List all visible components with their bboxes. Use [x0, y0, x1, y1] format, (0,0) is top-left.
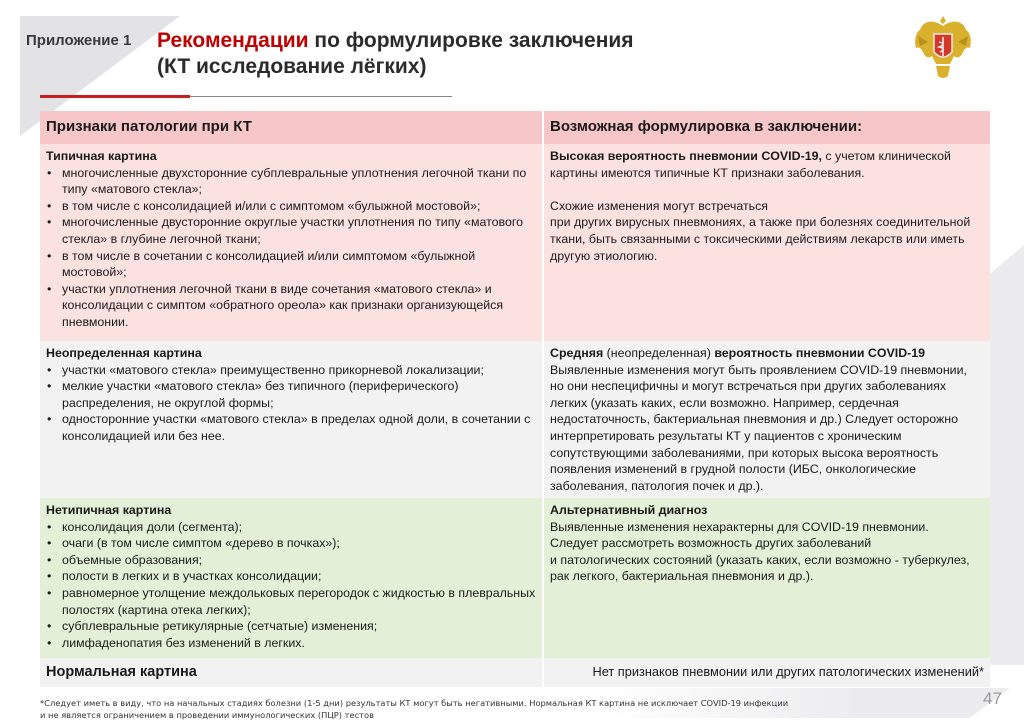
title-underline-accent [40, 95, 190, 98]
table-row-typical [40, 144, 990, 341]
conclusion-note [550, 198, 984, 264]
conclusion-cell [542, 341, 990, 498]
appendix-label: Приложение 1 [26, 32, 132, 49]
title-underline [190, 96, 452, 97]
conclusion-text [550, 148, 984, 181]
sign-item: • мелкие участки «матового стекла» без типичного (периферического) распределения, не округлой формы; [46, 378, 536, 411]
conclusion-title-part: Средняя [550, 346, 604, 360]
title-accent: Рекомендации [157, 29, 309, 52]
sign-item: • объемные образования; [46, 552, 536, 569]
footnote-line: *Следует иметь в виду, что на начальных стадиях болезни (1-5 дни) результаты КТ могут быть негативными. Нормальная КТ картина не исключает COVID-19 инфекции [40, 698, 789, 708]
sign-item: • полости в легких и в участках консолидации; [46, 568, 536, 585]
decorative-side-shape [984, 245, 1024, 665]
signs-list [46, 519, 536, 652]
table-header-row [40, 111, 990, 144]
page-number: 47 [983, 689, 1002, 708]
footnote [40, 697, 788, 721]
sign-item: • участки «матового стекла» преимущественно прикорневой локализации; [46, 362, 536, 379]
category-label: Типичная картина [46, 149, 157, 163]
column-header-signs: Признаки патологии при КТ [40, 111, 542, 144]
sign-item: • очаги (в том числе симптом «дерево в почках»); [46, 535, 536, 552]
conclusion-body: Выявленные изменения могут быть проявлением COVID-19 пневмонии, но они неспецифичны и могут встречаться при других заболеваниях легких (указать каких, если возможно. Например, сердечная недостаточность, бактериальная пневмония и др.) Следует осторожно интерпретировать результаты КТ у пациентов с хроническим сопутствующими заболеваниями, при которых высока вероятность появления изменений в грудной полости (ИБС, онкологические заболевания, патология почек и др.). [550, 362, 967, 493]
sign-item: • субплевральные ретикулярные (сетчатые) изменения; [46, 618, 536, 635]
sign-item: • участки уплотнения легочной ткани в виде сочетания «матового стекла» и консолидации с симптом «обратного ореола» как признаки организующейся пневмонии. [46, 281, 536, 331]
sign-item: • равномерное утолщение междольковых перегородок с жидкостью в плевральных полостях (картина отека легких); [46, 585, 536, 618]
sign-item: • консолидация доли (сегмента); [46, 519, 536, 536]
note-line: Схожие изменения могут встречаться [550, 198, 768, 213]
sign-item: • односторонние участки «матового стекла» в пределах одной доли, в сочетании с консолидацией или без нее. [46, 411, 536, 444]
sign-item: • в том числе в сочетании с консолидацией и/или симптомом «булыжной мостовой»; [46, 248, 536, 281]
footnote-line: и не является ограничением в проведении иммунологических (ПЦР) тестов [40, 710, 374, 720]
slide-title [157, 28, 634, 80]
slide-header [26, 28, 726, 98]
signs-list [46, 362, 536, 445]
sign-item: • в том числе с консолидацией и/или с симптомом «булыжной мостовой»; [46, 198, 536, 215]
sign-item: • лимфаденопатия без изменений в легких. [46, 635, 536, 652]
category-label: Нормальная картина [40, 658, 542, 687]
conclusion-title: Высокая вероятность пневмонии COVID-19, [550, 149, 822, 163]
sign-item: • многочисленные двухсторонние субплевральные уплотнения легочной ткани по типу «матового стекла»; [46, 165, 536, 198]
category-label: Нетипичная картина [46, 503, 172, 517]
signs-cell [40, 341, 542, 498]
title-rest: по формулировке заключения [308, 29, 634, 52]
conclusion-line: и патологических состояний (указать каких, если возможно - туберкулез, рак легкого, бактериальная пневмония и др.). [550, 552, 970, 584]
table-row-atypical [40, 498, 990, 658]
title-line2: (КТ исследование лёгких) [157, 55, 427, 78]
conclusion-title-part: вероятность пневмонии COVID-19 [714, 346, 926, 360]
conclusion-line: Следует рассмотреть возможность других заболеваний [550, 536, 872, 551]
column-header-conclusion: Возможная формулировка в заключении: [542, 111, 990, 144]
signs-list [46, 165, 536, 331]
conclusion-title [550, 345, 984, 362]
conclusion-cell: Нет признаков пневмонии или других патологических изменений* [542, 658, 990, 687]
conclusion-title: Альтернативный диагноз [550, 503, 708, 517]
conclusion-cell [542, 498, 990, 658]
signs-cell [40, 498, 542, 658]
category-label: Неопределенная картина [46, 346, 202, 360]
sign-item: • многочисленные двусторонние округлые участки уплотнения по типу «матового стекла» в глубине легочной ткани; [46, 214, 536, 247]
recommendations-table [40, 111, 990, 687]
conclusion-line: Выявленные изменения нехарактерны для COVID-19 пневмонии. [550, 519, 929, 534]
table-row-normal [40, 658, 990, 687]
conclusion-body: с учетом клинической картины имеются типичные КТ признаки заболевания. [550, 149, 951, 180]
conclusion-title-part: (неопределенная) [603, 346, 715, 360]
table-row-indeterminate [40, 341, 990, 498]
note-line: при других вирусных пневмониях, а также при болезнях соединительной ткани, быть связанными с токсическими действиям лекарств или иметь другую этиологию. [550, 215, 971, 263]
coat-of-arms-icon [912, 12, 974, 88]
conclusion-cell [542, 144, 990, 341]
signs-cell [40, 144, 542, 341]
